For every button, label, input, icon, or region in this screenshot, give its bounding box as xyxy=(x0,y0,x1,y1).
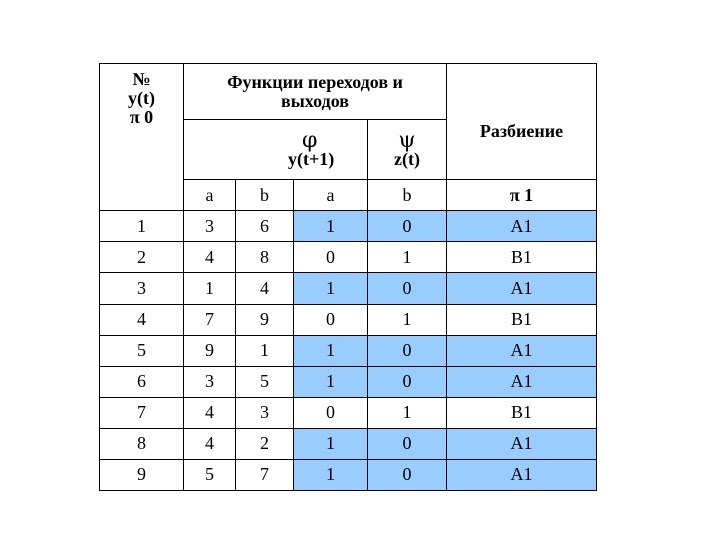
psi-b-cell: 1 xyxy=(368,304,447,335)
partition-header: Разбиение xyxy=(447,64,597,180)
phi-b-cell: 3 xyxy=(236,397,294,428)
psi-a-cell: 1 xyxy=(294,428,368,459)
state-cell: 1 xyxy=(100,211,184,242)
phi-a-cell: 3 xyxy=(184,366,236,397)
pi0-label: π 0 xyxy=(129,107,154,127)
psi-symbol: ψ xyxy=(398,127,416,153)
phi-a-cell: 3 xyxy=(184,211,236,242)
phi-a-cell: 4 xyxy=(184,428,236,459)
psi-a-cell: 1 xyxy=(294,211,368,242)
psi-a-cell: 1 xyxy=(294,366,368,397)
partition-cell: B1 xyxy=(447,397,597,428)
state-cell: 4 xyxy=(100,304,184,335)
phi-header xyxy=(184,120,368,180)
psi-a-header: a xyxy=(294,180,368,211)
phi-b-cell: 1 xyxy=(236,335,294,366)
phi-a-header: a xyxy=(184,180,236,211)
state-cell: 5 xyxy=(100,335,184,366)
psi-a-cell: 0 xyxy=(294,242,368,273)
phi-a-cell: 5 xyxy=(184,459,236,490)
table-row xyxy=(100,366,597,397)
phi-a-cell: 4 xyxy=(184,242,236,273)
psi-b-cell: 0 xyxy=(368,273,447,304)
partition-cell: A1 xyxy=(447,366,597,397)
table-row xyxy=(100,304,597,335)
table-row xyxy=(100,273,597,304)
table-row xyxy=(100,428,597,459)
table-row xyxy=(100,335,597,366)
state-cell: 3 xyxy=(100,273,184,304)
phi-label: y(t+1) xyxy=(288,148,335,169)
psi-a-cell: 1 xyxy=(294,273,368,304)
state-label: y(t) xyxy=(128,88,155,108)
state-cell: 8 xyxy=(100,428,184,459)
pi1-header: π 1 xyxy=(447,180,597,211)
table-row xyxy=(100,211,597,242)
number-sign: № xyxy=(132,69,151,89)
phi-symbol: φ xyxy=(302,127,318,153)
state-column-header xyxy=(100,64,184,211)
psi-b-cell: 0 xyxy=(368,211,447,242)
psi-a-cell: 0 xyxy=(294,397,368,428)
partition-cell: A1 xyxy=(447,335,597,366)
phi-a-cell: 1 xyxy=(184,273,236,304)
table-row xyxy=(100,459,597,490)
partition-cell: A1 xyxy=(447,211,597,242)
partition-cell: A1 xyxy=(447,459,597,490)
phi-b-cell: 6 xyxy=(236,211,294,242)
partition-cell: A1 xyxy=(447,428,597,459)
psi-a-cell: 0 xyxy=(294,304,368,335)
psi-b-cell: 0 xyxy=(368,366,447,397)
psi-label: z(t) xyxy=(394,148,420,169)
phi-b-cell: 7 xyxy=(236,459,294,490)
psi-b-cell: 1 xyxy=(368,397,447,428)
psi-b-cell: 0 xyxy=(368,428,447,459)
phi-b-cell: 8 xyxy=(236,242,294,273)
psi-a-cell: 1 xyxy=(294,335,368,366)
psi-b-cell: 0 xyxy=(368,459,447,490)
psi-header xyxy=(368,120,447,180)
phi-b-cell: 5 xyxy=(236,366,294,397)
phi-b-cell: 9 xyxy=(236,304,294,335)
state-cell: 7 xyxy=(100,397,184,428)
psi-b-header: b xyxy=(368,180,447,211)
psi-a-cell: 1 xyxy=(294,459,368,490)
state-cell: 6 xyxy=(100,366,184,397)
partition-cell: A1 xyxy=(447,273,597,304)
psi-b-cell: 1 xyxy=(368,242,447,273)
phi-a-cell: 9 xyxy=(184,335,236,366)
transition-table xyxy=(99,63,597,491)
psi-b-cell: 0 xyxy=(368,335,447,366)
phi-a-cell: 4 xyxy=(184,397,236,428)
phi-b-cell: 4 xyxy=(236,273,294,304)
state-cell: 9 xyxy=(100,459,184,490)
phi-a-cell: 7 xyxy=(184,304,236,335)
table-row xyxy=(100,397,597,428)
phi-b-cell: 2 xyxy=(236,428,294,459)
state-cell: 2 xyxy=(100,242,184,273)
partition-cell: B1 xyxy=(447,304,597,335)
functions-header: Функции переходов и выходов xyxy=(184,64,447,120)
partition-cell: B1 xyxy=(447,242,597,273)
phi-b-header: b xyxy=(236,180,294,211)
table-row xyxy=(100,242,597,273)
